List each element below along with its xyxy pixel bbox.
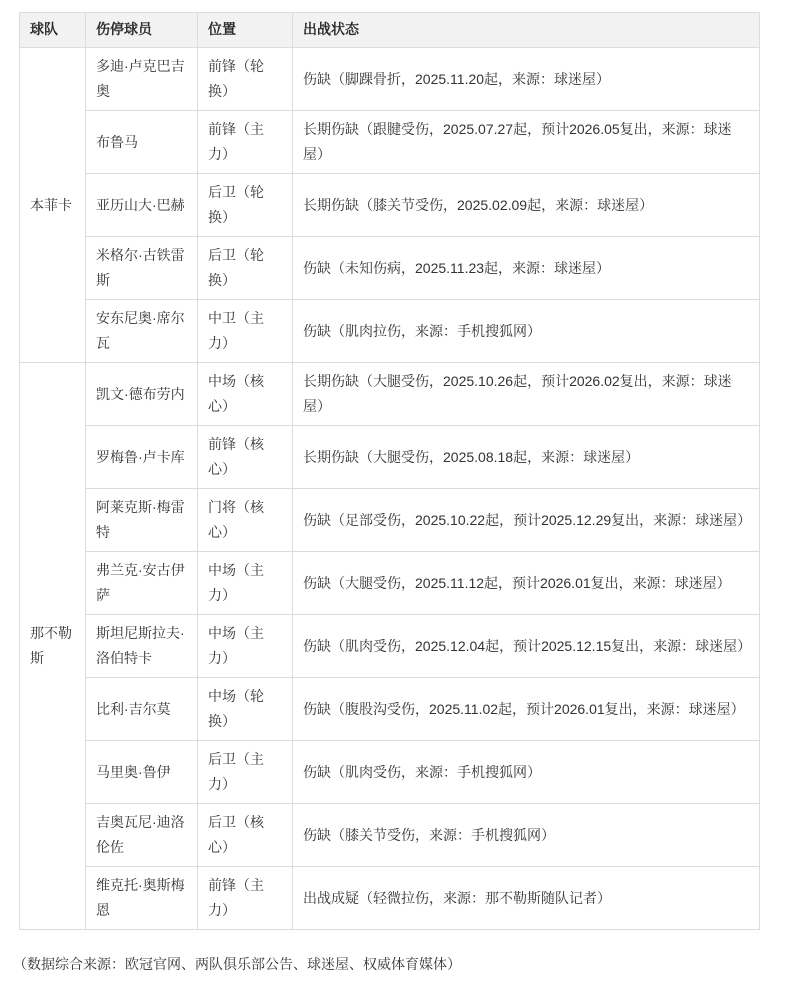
header-position: 位置 [198, 13, 293, 48]
table-row [20, 111, 760, 174]
header-row [20, 13, 760, 48]
status-cell: 长期伤缺（跟腱受伤，2025.07.27起，预计2026.05复出，来源：球迷屋） [293, 111, 760, 174]
injury-table-header [20, 13, 760, 48]
player-name-cell: 亚历山大·巴赫 [86, 174, 198, 237]
team-name-cell: 那不勒斯 [20, 363, 86, 930]
status-cell: 伤缺（肌肉受伤，来源：手机搜狐网） [293, 741, 760, 804]
table-row [20, 867, 760, 930]
player-name-cell: 凯文·德布劳内 [86, 363, 198, 426]
player-name-cell: 维克托·奥斯梅恩 [86, 867, 198, 930]
position-cell: 中卫（主力） [198, 300, 293, 363]
position-cell: 中场（轮换） [198, 678, 293, 741]
table-row [20, 363, 760, 426]
position-cell: 后卫（主力） [198, 741, 293, 804]
player-name-cell: 比利·吉尔莫 [86, 678, 198, 741]
status-cell: 伤缺（未知伤病，2025.11.23起，来源：球迷屋） [293, 237, 760, 300]
status-cell: 伤缺（足部受伤，2025.10.22起，预计2025.12.29复出，来源：球迷屋） [293, 489, 760, 552]
table-row [20, 300, 760, 363]
position-cell: 后卫（核心） [198, 804, 293, 867]
data-source-note: （数据综合来源：欧冠官网、两队俱乐部公告、球迷屋、权威体育媒体） [13, 956, 461, 972]
player-name-cell: 多迪·卢克巴吉奥 [86, 48, 198, 111]
table-row [20, 237, 760, 300]
status-cell: 伤缺（肌肉拉伤，来源：手机搜狐网） [293, 300, 760, 363]
header-player: 伤停球员 [86, 13, 198, 48]
player-name-cell: 安东尼奥·席尔瓦 [86, 300, 198, 363]
player-name-cell: 斯坦尼斯拉夫·洛伯特卡 [86, 615, 198, 678]
status-cell: 长期伤缺（大腿受伤，2025.08.18起，来源：球迷屋） [293, 426, 760, 489]
position-cell: 前锋（主力） [198, 111, 293, 174]
table-row [20, 48, 760, 111]
position-cell: 后卫（轮换） [198, 237, 293, 300]
header-team: 球队 [20, 13, 86, 48]
table-row [20, 552, 760, 615]
table-row [20, 489, 760, 552]
player-name-cell: 马里奥·鲁伊 [86, 741, 198, 804]
table-row [20, 174, 760, 237]
player-name-cell: 弗兰克·安古伊萨 [86, 552, 198, 615]
player-name-cell: 罗梅鲁·卢卡库 [86, 426, 198, 489]
table-row [20, 426, 760, 489]
position-cell: 前锋（核心） [198, 426, 293, 489]
position-cell: 后卫（轮换） [198, 174, 293, 237]
header-status: 出战状态 [293, 13, 760, 48]
position-cell: 前锋（主力） [198, 867, 293, 930]
table-row [20, 804, 760, 867]
status-cell: 出战成疑（轻微拉伤，来源：那不勒斯随队记者） [293, 867, 760, 930]
injury-table [19, 12, 760, 930]
player-name-cell: 米格尔·古铁雷斯 [86, 237, 198, 300]
status-cell: 长期伤缺（大腿受伤，2025.10.26起，预计2026.02复出，来源：球迷屋） [293, 363, 760, 426]
status-cell: 伤缺（肌肉受伤，2025.12.04起，预计2025.12.15复出，来源：球迷屋） [293, 615, 760, 678]
team-name-cell: 本菲卡 [20, 48, 86, 363]
position-cell: 前锋（轮换） [198, 48, 293, 111]
player-name-cell: 布鲁马 [86, 111, 198, 174]
position-cell: 中场（主力） [198, 552, 293, 615]
status-cell: 长期伤缺（膝关节受伤，2025.02.09起，来源：球迷屋） [293, 174, 760, 237]
position-cell: 门将（核心） [198, 489, 293, 552]
status-cell: 伤缺（大腿受伤，2025.11.12起，预计2026.01复出，来源：球迷屋） [293, 552, 760, 615]
table-row [20, 615, 760, 678]
injury-table-body [20, 48, 760, 930]
status-cell: 伤缺（膝关节受伤，来源：手机搜狐网） [293, 804, 760, 867]
position-cell: 中场（核心） [198, 363, 293, 426]
player-name-cell: 阿莱克斯·梅雷特 [86, 489, 198, 552]
table-row [20, 741, 760, 804]
player-name-cell: 吉奥瓦尼·迪洛伦佐 [86, 804, 198, 867]
status-cell: 伤缺（腹股沟受伤，2025.11.02起，预计2026.01复出，来源：球迷屋） [293, 678, 760, 741]
table-row [20, 678, 760, 741]
position-cell: 中场（主力） [198, 615, 293, 678]
status-cell: 伤缺（脚踝骨折，2025.11.20起，来源：球迷屋） [293, 48, 760, 111]
